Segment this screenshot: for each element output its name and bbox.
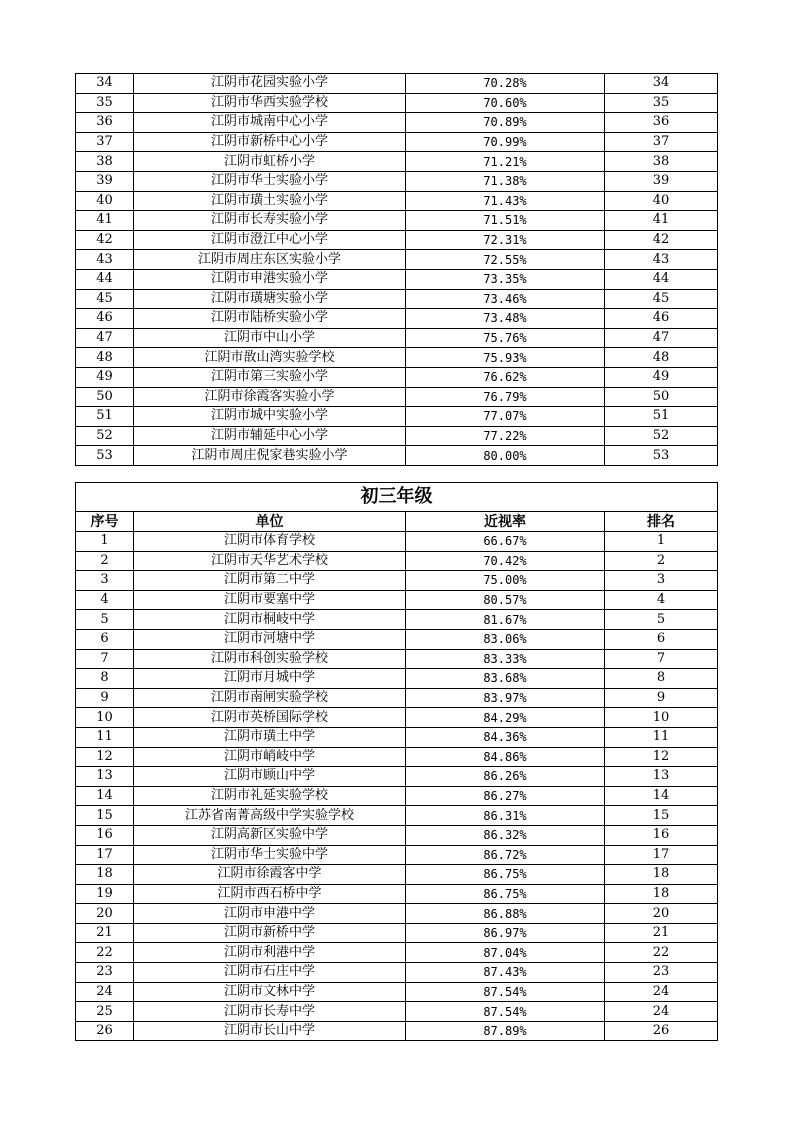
cell-rank: 49 [605,367,718,387]
cell-serial: 12 [76,747,134,767]
header-myopia-rate: 近视率 [406,512,605,532]
cell-serial: 25 [76,1002,134,1022]
cell-serial: 48 [76,348,134,368]
cell-unit: 江阴市城中实验小学 [134,407,406,427]
cell-serial: 4 [76,590,134,610]
cell-serial: 34 [76,74,134,94]
table-row [76,747,718,767]
table-row [76,269,718,289]
cell-myopia-rate: 71.21% [406,152,605,172]
cell-unit: 江阴市南闸实验学校 [134,688,406,708]
cell-rank: 24 [605,1002,718,1022]
cell-unit: 江阴市华士实验小学 [134,171,406,191]
cell-myopia-rate: 86.72% [406,845,605,865]
table-row [76,923,718,943]
cell-rank: 38 [605,152,718,172]
cell-unit: 江阴市月城中学 [134,669,406,689]
cell-rank: 43 [605,250,718,270]
table-row [76,688,718,708]
table-row [76,426,718,446]
cell-unit: 江阴市申港实验小学 [134,269,406,289]
grade9-table-body [76,532,718,1041]
cell-rank: 20 [605,904,718,924]
cell-myopia-rate: 73.35% [406,269,605,289]
cell-rank: 15 [605,806,718,826]
cell-rank: 21 [605,923,718,943]
cell-unit: 江阴市科创实验学校 [134,649,406,669]
cell-myopia-rate: 75.93% [406,348,605,368]
table-row [76,250,718,270]
cell-rank: 51 [605,407,718,427]
cell-myopia-rate: 84.36% [406,727,605,747]
cell-serial: 20 [76,904,134,924]
grade9-ranking-table [75,482,718,1041]
table-row [76,132,718,152]
cell-unit: 江阴市长山中学 [134,1021,406,1041]
table-row [76,551,718,571]
cell-unit: 江阴市第二中学 [134,571,406,591]
cell-myopia-rate: 70.28% [406,74,605,94]
cell-rank: 47 [605,328,718,348]
cell-unit: 江阴市西石桥中学 [134,884,406,904]
table-row [76,93,718,113]
table-row [76,884,718,904]
table-row [76,963,718,983]
cell-serial: 18 [76,865,134,885]
cell-serial: 51 [76,407,134,427]
table-row [76,191,718,211]
cell-rank: 24 [605,982,718,1002]
cell-myopia-rate: 86.75% [406,884,605,904]
cell-serial: 14 [76,786,134,806]
table-row [76,113,718,133]
primary-school-table-body [76,74,718,466]
cell-rank: 41 [605,211,718,231]
table-row [76,211,718,231]
cell-serial: 3 [76,571,134,591]
cell-myopia-rate: 83.06% [406,629,605,649]
cell-rank: 36 [605,113,718,133]
cell-rank: 46 [605,309,718,329]
table-row [76,446,718,466]
cell-serial: 35 [76,93,134,113]
cell-serial: 45 [76,289,134,309]
cell-myopia-rate: 70.99% [406,132,605,152]
cell-unit: 江阴市礼延实验学校 [134,786,406,806]
cell-myopia-rate: 71.51% [406,211,605,231]
cell-rank: 26 [605,1021,718,1041]
cell-rank: 44 [605,269,718,289]
cell-unit: 江阴市河塘中学 [134,629,406,649]
cell-myopia-rate: 77.07% [406,407,605,427]
cell-rank: 39 [605,171,718,191]
cell-serial: 41 [76,211,134,231]
cell-unit: 江阴市新桥中学 [134,923,406,943]
cell-serial: 50 [76,387,134,407]
cell-myopia-rate: 86.97% [406,923,605,943]
cell-serial: 9 [76,688,134,708]
cell-unit: 江阴市英桥国际学校 [134,708,406,728]
cell-myopia-rate: 76.79% [406,387,605,407]
table-row [76,806,718,826]
cell-rank: 52 [605,426,718,446]
cell-myopia-rate: 87.43% [406,963,605,983]
cell-serial: 13 [76,767,134,787]
cell-serial: 44 [76,269,134,289]
table-row [76,767,718,787]
cell-rank: 13 [605,767,718,787]
table-row [76,328,718,348]
cell-serial: 36 [76,113,134,133]
cell-rank: 17 [605,845,718,865]
cell-rank: 14 [605,786,718,806]
cell-rank: 1 [605,532,718,552]
cell-myopia-rate: 72.55% [406,250,605,270]
cell-serial: 7 [76,649,134,669]
cell-myopia-rate: 72.31% [406,230,605,250]
cell-unit: 江阴市城南中心小学 [134,113,406,133]
cell-rank: 22 [605,943,718,963]
table-row [76,171,718,191]
cell-unit: 江阴市徐霞客实验小学 [134,387,406,407]
cell-rank: 11 [605,727,718,747]
cell-serial: 2 [76,551,134,571]
cell-rank: 18 [605,865,718,885]
cell-unit: 江阴市周庄倪家巷实验小学 [134,446,406,466]
table-row [76,865,718,885]
cell-rank: 6 [605,629,718,649]
cell-rank: 10 [605,708,718,728]
cell-serial: 49 [76,367,134,387]
cell-rank: 23 [605,963,718,983]
cell-serial: 5 [76,610,134,630]
table-row [76,387,718,407]
cell-unit: 江阴市辅延中心小学 [134,426,406,446]
cell-unit: 江阴市利港中学 [134,943,406,963]
header-unit: 单位 [134,512,406,532]
cell-unit: 江阴市璜塘实验小学 [134,289,406,309]
cell-myopia-rate: 77.22% [406,426,605,446]
cell-rank: 53 [605,446,718,466]
cell-myopia-rate: 87.89% [406,1021,605,1041]
cell-myopia-rate: 70.89% [406,113,605,133]
cell-serial: 39 [76,171,134,191]
cell-rank: 42 [605,230,718,250]
cell-rank: 37 [605,132,718,152]
table-row [76,289,718,309]
cell-myopia-rate: 71.43% [406,191,605,211]
cell-myopia-rate: 86.75% [406,865,605,885]
cell-unit: 江阴市陆桥实验小学 [134,309,406,329]
cell-rank: 2 [605,551,718,571]
primary-school-ranking-table [75,73,718,466]
cell-rank: 40 [605,191,718,211]
cell-unit: 江阴市华士实验中学 [134,845,406,865]
cell-unit: 江阴市石庄中学 [134,963,406,983]
table-row [76,367,718,387]
cell-unit: 江阴市文林中学 [134,982,406,1002]
cell-myopia-rate: 86.32% [406,825,605,845]
cell-myopia-rate: 70.42% [406,551,605,571]
table-row [76,571,718,591]
cell-serial: 43 [76,250,134,270]
cell-myopia-rate: 81.67% [406,610,605,630]
cell-myopia-rate: 71.38% [406,171,605,191]
cell-myopia-rate: 83.97% [406,688,605,708]
cell-serial: 1 [76,532,134,552]
cell-unit: 江阴市桐岐中学 [134,610,406,630]
cell-serial: 6 [76,629,134,649]
cell-myopia-rate: 87.54% [406,1002,605,1022]
table-row [76,74,718,94]
cell-serial: 38 [76,152,134,172]
cell-serial: 23 [76,963,134,983]
cell-myopia-rate: 80.57% [406,590,605,610]
table-row [76,309,718,329]
cell-serial: 37 [76,132,134,152]
cell-rank: 45 [605,289,718,309]
cell-serial: 52 [76,426,134,446]
cell-rank: 8 [605,669,718,689]
table-row [76,590,718,610]
table-row [76,348,718,368]
table-row [76,943,718,963]
cell-unit: 江阴市体育学校 [134,532,406,552]
cell-rank: 48 [605,348,718,368]
cell-unit: 江阴市敔山湾实验学校 [134,348,406,368]
cell-rank: 50 [605,387,718,407]
cell-unit: 江阴市徐霞客中学 [134,865,406,885]
cell-serial: 22 [76,943,134,963]
table-row [76,152,718,172]
cell-serial: 53 [76,446,134,466]
cell-myopia-rate: 80.00% [406,446,605,466]
cell-unit: 江阴市澄江中心小学 [134,230,406,250]
cell-unit: 江阴市中山小学 [134,328,406,348]
cell-serial: 17 [76,845,134,865]
table-row [76,1002,718,1022]
cell-myopia-rate: 76.62% [406,367,605,387]
cell-serial: 8 [76,669,134,689]
cell-myopia-rate: 75.00% [406,571,605,591]
cell-myopia-rate: 86.27% [406,786,605,806]
table-row [76,786,718,806]
cell-myopia-rate: 87.04% [406,943,605,963]
cell-rank: 7 [605,649,718,669]
cell-serial: 10 [76,708,134,728]
cell-serial: 19 [76,884,134,904]
cell-unit: 江阴市璜土中学 [134,727,406,747]
cell-unit: 江阴市要塞中学 [134,590,406,610]
cell-myopia-rate: 83.68% [406,669,605,689]
table-row [76,230,718,250]
cell-serial: 47 [76,328,134,348]
cell-myopia-rate: 86.26% [406,767,605,787]
cell-rank: 5 [605,610,718,630]
cell-unit: 江阴市申港中学 [134,904,406,924]
cell-myopia-rate: 75.76% [406,328,605,348]
cell-unit: 江阴市长寿实验小学 [134,211,406,231]
cell-myopia-rate: 70.60% [406,93,605,113]
table-row [76,610,718,630]
cell-serial: 15 [76,806,134,826]
table-row [76,904,718,924]
section-title-row [76,483,718,512]
cell-unit: 江阴市顾山中学 [134,767,406,787]
cell-serial: 21 [76,923,134,943]
cell-serial: 26 [76,1021,134,1041]
cell-myopia-rate: 83.33% [406,649,605,669]
cell-rank: 9 [605,688,718,708]
table-row [76,532,718,552]
cell-serial: 11 [76,727,134,747]
header-row [76,512,718,532]
cell-unit: 江阴高新区实验中学 [134,825,406,845]
section-title: 初三年级 [76,483,718,512]
cell-rank: 4 [605,590,718,610]
table-row [76,845,718,865]
cell-myopia-rate: 73.48% [406,309,605,329]
table-row [76,629,718,649]
cell-rank: 18 [605,884,718,904]
cell-unit: 江阴市第三实验小学 [134,367,406,387]
table-row [76,825,718,845]
cell-serial: 16 [76,825,134,845]
header-rank: 排名 [605,512,718,532]
cell-unit: 江阴市璜土实验小学 [134,191,406,211]
cell-unit: 江阴市花园实验小学 [134,74,406,94]
cell-rank: 16 [605,825,718,845]
cell-myopia-rate: 84.29% [406,708,605,728]
cell-myopia-rate: 73.46% [406,289,605,309]
cell-serial: 46 [76,309,134,329]
table-row [76,669,718,689]
cell-myopia-rate: 86.31% [406,806,605,826]
cell-unit: 江阴市华西实验学校 [134,93,406,113]
cell-myopia-rate: 84.86% [406,747,605,767]
cell-unit: 江阴市虹桥小学 [134,152,406,172]
cell-rank: 35 [605,93,718,113]
table-row [76,1021,718,1041]
cell-unit: 江阴市周庄东区实验小学 [134,250,406,270]
cell-serial: 24 [76,982,134,1002]
cell-unit: 江阴市新桥中心小学 [134,132,406,152]
table-row [76,407,718,427]
table-row [76,649,718,669]
cell-unit: 江阴市长寿中学 [134,1002,406,1022]
table-row [76,708,718,728]
cell-unit: 江阴市天华艺术学校 [134,551,406,571]
cell-serial: 42 [76,230,134,250]
table-row [76,727,718,747]
cell-myopia-rate: 86.88% [406,904,605,924]
cell-rank: 12 [605,747,718,767]
cell-unit: 江阴市峭岐中学 [134,747,406,767]
cell-serial: 40 [76,191,134,211]
cell-unit: 江苏省南菁高级中学实验学校 [134,806,406,826]
header-serial: 序号 [76,512,134,532]
table-row [76,982,718,1002]
cell-myopia-rate: 66.67% [406,532,605,552]
cell-myopia-rate: 87.54% [406,982,605,1002]
cell-rank: 34 [605,74,718,94]
cell-rank: 3 [605,571,718,591]
